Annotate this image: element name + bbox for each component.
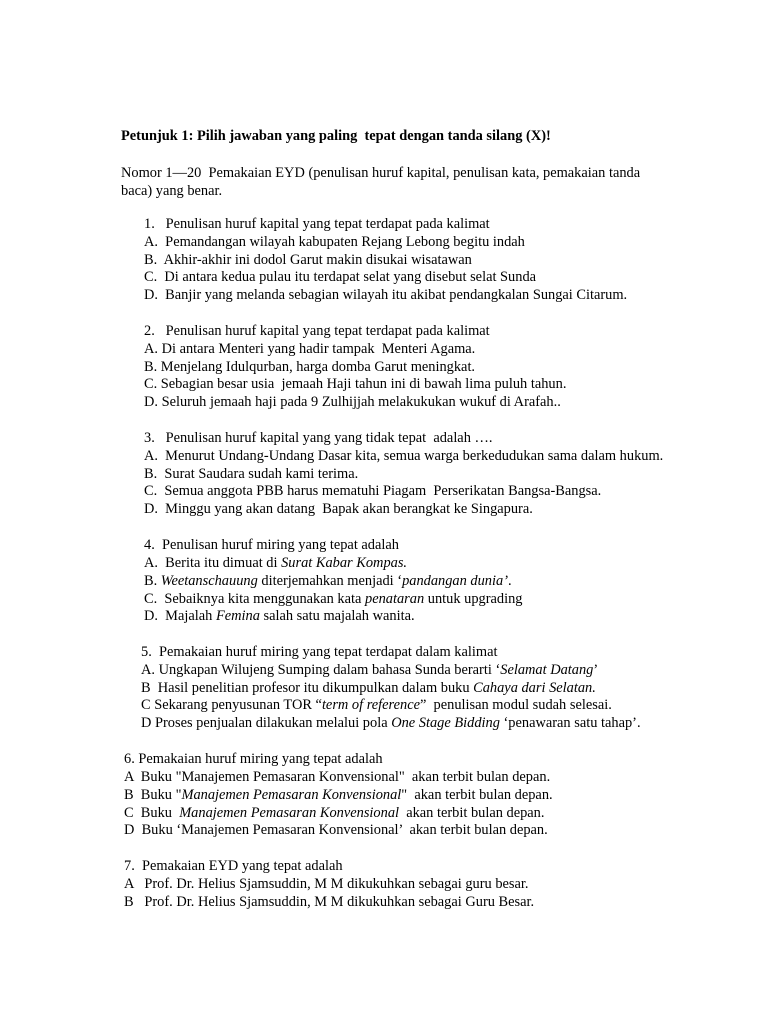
question-6-option-d: D Buku ‘Manajemen Pemasaran Konvensional’ akan terbit bulan depan. bbox=[124, 822, 548, 838]
question-6-option-a: A Buku "Manajemen Pemasaran Konvensional" akan terbit bulan depan. bbox=[124, 769, 551, 785]
question-3-option-a: A. Menurut Undang-Undang Dasar kita, semua warga berkedudukan sama dalam hukum. bbox=[144, 448, 664, 464]
question-4-option-d: D. Majalah Femina salah satu majalah wanita. bbox=[144, 608, 415, 624]
question-3-option-d: D. Minggu yang akan datang Bapak akan berangkat ke Singapura. bbox=[144, 501, 533, 517]
question-1-option-a: A. Pemandangan wilayah kabupaten Rejang Lebong begitu indah bbox=[144, 234, 525, 250]
question-1-option-c: C. Di antara kedua pulau itu terdapat selat yang disebut selat Sunda bbox=[144, 269, 537, 285]
question-1-option-d: D. Banjir yang melanda sebagian wilayah itu akibat pendangkalan Sungai Citarum. bbox=[144, 287, 628, 303]
question-2-option-d: D. Seluruh jemaah haji pada 9 Zulhijjah melakukukan wukuf di Arafah.. bbox=[144, 394, 561, 410]
question-4-option-b: B. Weetanschauung diterjemahkan menjadi ‘pandangan dunia’. bbox=[144, 573, 512, 589]
question-4-option-a: A. Berita itu dimuat di Surat Kabar Kompas. bbox=[144, 555, 408, 571]
intro-text: baca) yang benar. bbox=[121, 183, 223, 199]
instruction-heading: Petunjuk 1: Pilih jawaban yang paling tepat dengan tanda silang (X)! bbox=[121, 128, 551, 144]
question-5-option-a: A. Ungkapan Wilujeng Sumping dalam bahasa Sunda berarti ‘Selamat Datang’ bbox=[141, 662, 599, 678]
question-6-option-b: B Buku "Manajemen Pemasaran Konvensional" akan terbit bulan depan. bbox=[124, 787, 553, 803]
question-5-option-b: B Hasil penelitian profesor itu dikumpulkan dalam buku Cahaya dari Selatan. bbox=[141, 680, 596, 696]
question-2-option-c: C. Sebagian besar usia jemaah Haji tahun ini di bawah lima puluh tahun. bbox=[144, 376, 567, 392]
question-2-option-b: B. Menjelang Idulqurban, harga domba Garut meningkat. bbox=[144, 359, 476, 375]
question-7-stem: 7. Pemakaian EYD yang tepat adalah bbox=[124, 858, 343, 874]
question-7-option-b: B Prof. Dr. Helius Sjamsuddin, M M dikukuhkan sebagai Guru Besar. bbox=[124, 894, 535, 910]
question-5-stem: 5. Pemakaian huruf miring yang tepat terdapat dalam kalimat bbox=[141, 644, 498, 660]
question-1-stem: 1. Penulisan huruf kapital yang tepat terdapat pada kalimat bbox=[144, 216, 490, 232]
question-2-option-a: A. Di antara Menteri yang hadir tampak Menteri Agama. bbox=[144, 341, 476, 357]
question-4-option-c: C. Sebaiknya kita menggunakan kata penataran untuk upgrading bbox=[144, 591, 523, 607]
question-2-stem: 2. Penulisan huruf kapital yang tepat terdapat pada kalimat bbox=[144, 323, 490, 339]
question-6-stem: 6. Pemakaian huruf miring yang tepat adalah bbox=[124, 751, 383, 767]
question-5-option-c: C Sekarang penyusunan TOR “term of reference” penulisan modul sudah selesai. bbox=[141, 697, 612, 713]
question-6-option-c: C Buku Manajemen Pemasaran Konvensional akan terbit bulan depan. bbox=[124, 805, 545, 821]
question-4-stem: 4. Penulisan huruf miring yang tepat adalah bbox=[144, 537, 399, 553]
question-3-option-b: B. Surat Saudara sudah kami terima. bbox=[144, 466, 359, 482]
question-1-option-b: B. Akhir-akhir ini dodol Garut makin disukai wisatawan bbox=[144, 252, 472, 268]
question-3-stem: 3. Penulisan huruf kapital yang yang tidak tepat adalah …. bbox=[144, 430, 493, 446]
question-5-option-d: D Proses penjualan dilakukan melalui pola One Stage Bidding ‘penawaran satu tahap’. bbox=[141, 715, 641, 731]
intro-text: Nomor 1—20 Pemakaian EYD (penulisan huruf kapital, penulisan kata, pemakaian tanda bbox=[121, 165, 641, 181]
question-7-option-a: A Prof. Dr. Helius Sjamsuddin, M M dikukuhkan sebagai guru besar. bbox=[124, 876, 529, 892]
question-3-option-c: C. Semua anggota PBB harus mematuhi Piagam Perserikatan Bangsa-Bangsa. bbox=[144, 483, 602, 499]
